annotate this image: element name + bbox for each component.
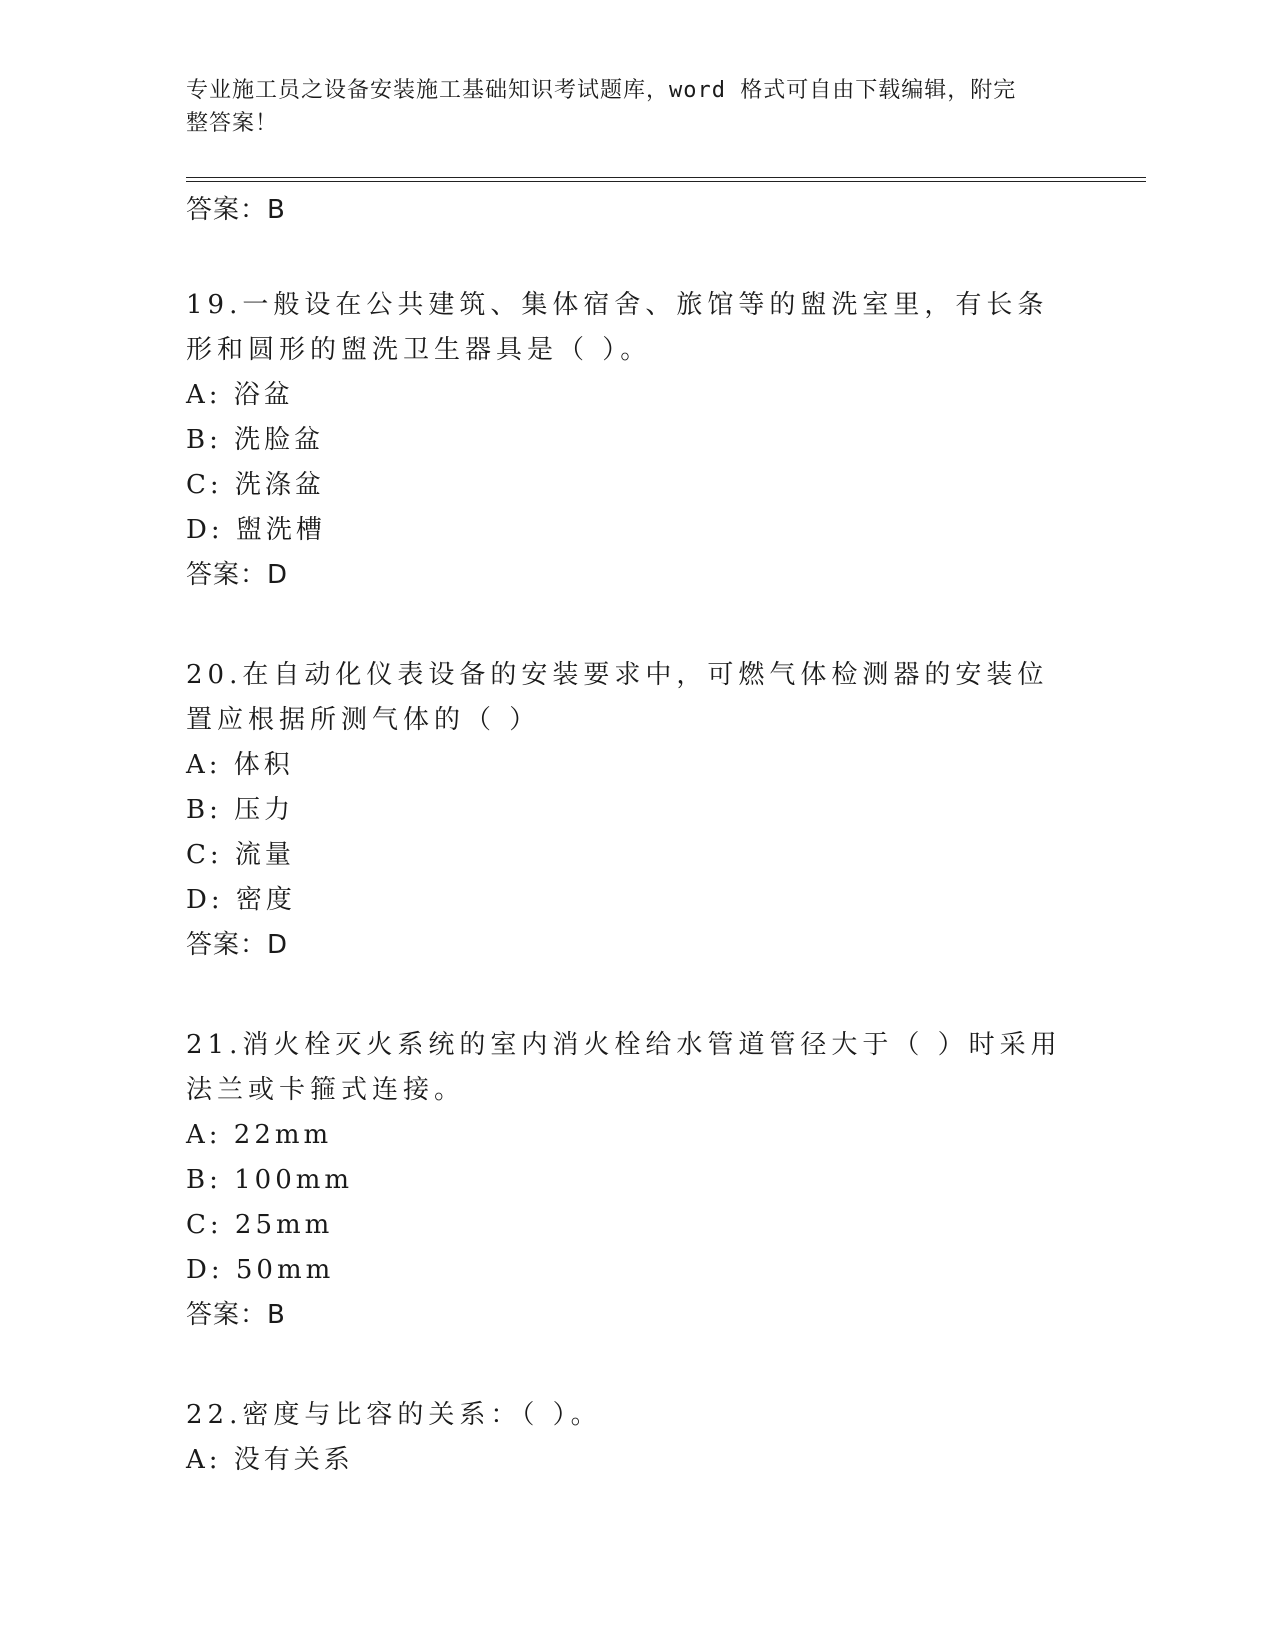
- question-20: [186, 653, 1086, 968]
- option-a: A: 浴盆: [186, 380, 294, 410]
- question-text: 20.在自动化仪表设备的安装要求中，可燃气体检测器的安装位置应根据所测气体的（ ）: [186, 660, 1049, 735]
- option-c: C: 洗涤盆: [186, 470, 325, 500]
- answer: 答案：D: [186, 560, 289, 590]
- question-19: [186, 283, 1086, 598]
- header-rule-top: [186, 177, 1146, 178]
- option-a: A: 22mm: [186, 1120, 333, 1150]
- question-22: [186, 1393, 1086, 1483]
- question-text: 19.一般设在公共建筑、集体宿舍、旅馆等的盥洗室里，有长条形和圆形的盥洗卫生器具是（ ）。: [186, 290, 1049, 365]
- header-rule-bottom: [186, 181, 1146, 182]
- option-b: B: 100mm: [186, 1165, 354, 1195]
- question-21: [186, 1023, 1086, 1338]
- option-c: C: 流量: [186, 840, 295, 870]
- option-c: C: 25mm: [186, 1210, 334, 1240]
- answer: 答案：D: [186, 930, 289, 960]
- option-d: D: 密度: [186, 885, 296, 915]
- answer: 答案：B: [186, 1300, 286, 1330]
- previous-answer: 答案：B: [186, 195, 286, 225]
- question-list: [186, 192, 1086, 1483]
- option-b: B: 压力: [186, 795, 295, 825]
- option-a: A: 体积: [186, 750, 294, 780]
- question-text: 22.密度与比容的关系：（ ）。: [186, 1400, 602, 1430]
- option-d: D: 50mm: [186, 1255, 335, 1285]
- question-text: 21.消火栓灭火系统的室内消火栓给水管道管径大于（ ）时采用法兰或卡箍式连接。: [186, 1030, 1062, 1105]
- option-a: A: 没有关系: [186, 1445, 354, 1475]
- option-d: D: 盥洗槽: [186, 515, 326, 545]
- header-note: 专业施工员之设备安装施工基础知识考试题库，word 格式可自由下载编辑，附完 整答案！: [186, 78, 1017, 136]
- option-b: B: 洗脸盆: [186, 425, 325, 455]
